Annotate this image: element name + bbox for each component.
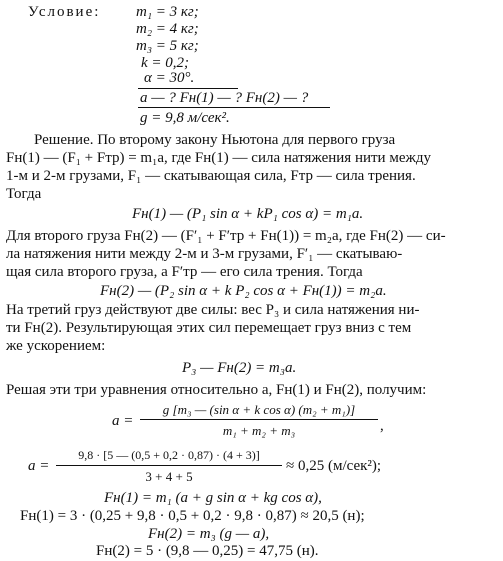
equation-2: Fн(2) — (P₂ sin α + k P₂ cos α + Fн(1)) = m₂a.: [100, 283, 387, 299]
divider-top: [138, 88, 238, 89]
solution-line-5: Для второго груза Fн(2) — (F′₁ + F′тр + Fн(1)) = m₂a, где Fн(2) — си-: [6, 228, 446, 244]
equation-5-lhs: a =: [28, 458, 50, 474]
equation-5-fraction-bar: [56, 465, 282, 466]
solution-line-3: 1-м и 2-м грузами, F₁ — скатывающая сила, Fтр — сила трения.: [6, 168, 416, 184]
divider-bottom: [138, 107, 330, 108]
equation-9: Fн(2) = 5 · (9,8 — 0,25) = 47,75 (н).: [96, 543, 319, 559]
solution-line-11: Решая эти три уравнения относительно a, Fн(1) и Fн(2), получим:: [6, 382, 427, 398]
given-g: g = 9,8 м/сек².: [140, 110, 230, 126]
unknowns: a — ? Fн(1) — ? Fн(2) — ?: [140, 90, 309, 106]
equation-4-lhs: a =: [112, 413, 134, 429]
solution-line-10: же ускорением:: [6, 338, 106, 354]
equation-8: Fн(2) = m₃ (g — a),: [148, 526, 270, 542]
condition-label: Условие:: [28, 4, 101, 20]
given-m1: m₁ = 3 кг;: [136, 4, 199, 20]
solution-line-4: Тогда: [6, 186, 42, 202]
equation-5-tail: ≈ 0,25 (м/сек²);: [286, 458, 382, 474]
solution-line-2: Fн(1) — (F₁ + Fтр) = m₁a, где Fн(1) — сила натяжения нити между: [6, 150, 431, 166]
given-m3: m₃ = 5 кг;: [136, 38, 199, 54]
solution-line-6: ла натяжения нити между 2-м и 3-м грузами, F′₁ — скатываю-: [6, 246, 403, 262]
solution-line-9: ти Fн(2). Результирующая этих сил перемещает груз вниз с тем: [6, 320, 412, 336]
equation-4-fraction-bar: [140, 419, 378, 420]
equation-4-tail: ,: [380, 418, 384, 434]
solution-line-8: На третий груз действуют две силы: вес P₃ и сила натяжения ни-: [6, 302, 420, 318]
given-k: k = 0,2;: [141, 55, 190, 71]
equation-5-denominator: 3 + 4 + 5: [145, 469, 193, 484]
solution-line-1: Решение. По второму закону Ньютона для первого груза: [34, 132, 396, 148]
equation-7: Fн(1) = 3 · (0,25 + 9,8 · 0,5 + 0,2 · 9,8 · 0,87) ≈ 20,5 (н);: [20, 508, 365, 524]
equation-1: Fн(1) — (P₁ sin α + kP₁ cos α) = m₁a.: [132, 206, 364, 222]
equation-6: Fн(1) = m₁ (a + g sin α + kg cos α),: [104, 490, 322, 506]
given-m2: m₂ = 4 кг;: [136, 21, 199, 37]
equation-5-numerator: 9,8 · [5 — (0,5 + 0,2 · 0,87) · (4 + 3)]: [78, 448, 260, 462]
given-alpha: α = 30°.: [144, 70, 195, 86]
equation-3: P₃ — Fн(2) = m₃a.: [182, 360, 297, 376]
equation-4-denominator: m₁ + m₂ + m₃: [222, 423, 296, 438]
solution-line-7: щая сила второго груза, а F′тр — его сила трения. Тогда: [6, 264, 363, 280]
equation-4-numerator: g [m₃ — (sin α + k cos α) (m₂ + m₁)]: [162, 402, 356, 417]
